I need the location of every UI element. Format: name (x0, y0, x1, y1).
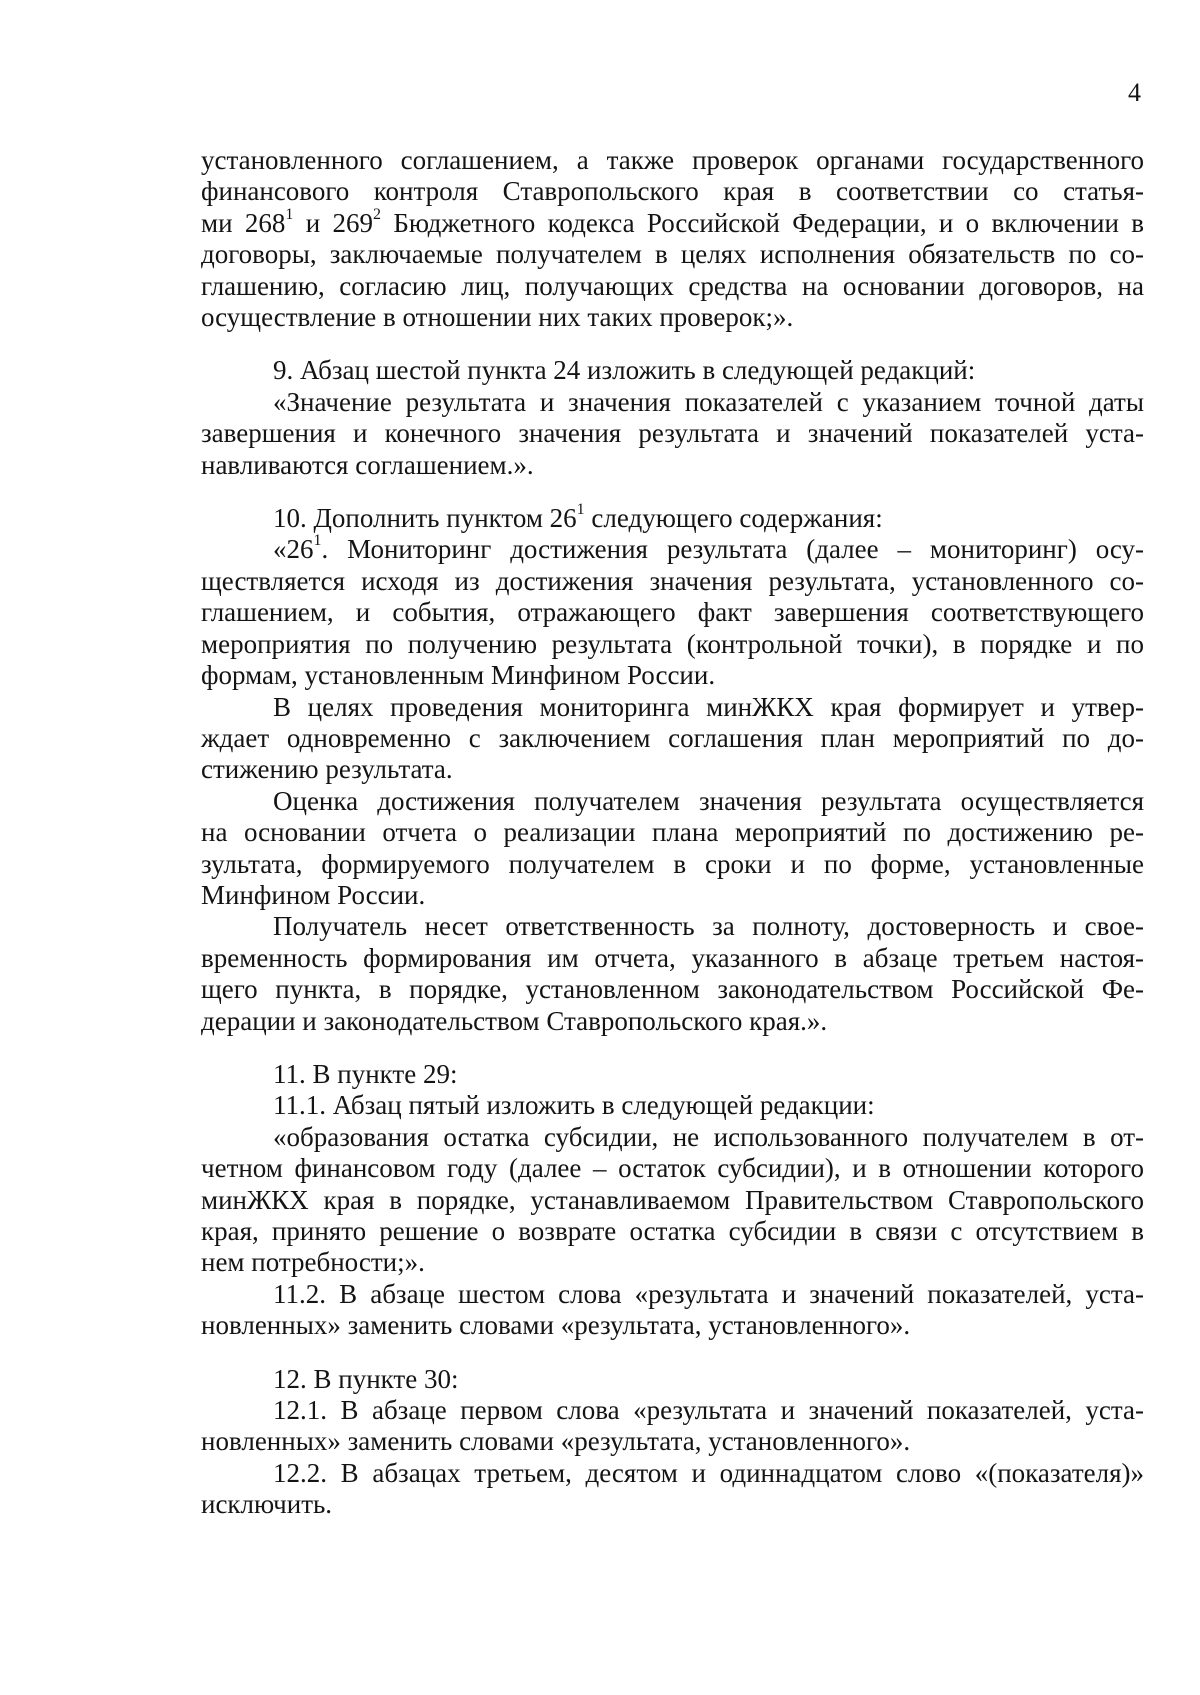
text-line: глашением, и события, отражающего факт завершения соответствующего (201, 597, 1144, 628)
text-line: щего пункта, в порядке, установленном законодательством Российской Фе- (201, 974, 1144, 1005)
document-body (201, 145, 1144, 1521)
item-12-2 (201, 1458, 1144, 1521)
item-10-para-responsibility (201, 911, 1144, 1037)
text-line: осуществление в отношении них таких проверок;». (201, 302, 794, 333)
text-line: стижению результата. (201, 754, 453, 785)
text-line: договоры, заключаемые получателем в целях исполнения обязательств по со- (201, 239, 1144, 270)
item-10-para-monitoring (201, 534, 1144, 691)
item-11-heading: 11. В пункте 29: (273, 1058, 458, 1089)
item-9-heading: 9. Абзац шестой пункта 24 изложить в следующей редакций: (273, 355, 976, 386)
text-line: на основании отчета о реализации плана мероприятий по достижению ре- (201, 817, 1144, 848)
item-9-quote (201, 387, 1144, 481)
text-line: «Значение результата и значения показателей с указанием точной даты (273, 386, 1144, 417)
text-line: дерации и законодательством Ставропольского края.». (201, 1005, 828, 1036)
text-line: новленных» заменить словами «результата, установленного». (201, 1310, 911, 1341)
text-line: ждает одновременно с заключением соглашения план мероприятий по до- (201, 722, 1144, 753)
text-line: мероприятия по получению результата (контрольной точки), в порядке и по (201, 628, 1144, 659)
item-10-heading: 10. Дополнить пунктом $26^1$ следующего содержания: (273, 501, 883, 534)
text-line: установленного соглашением, а также проверок органами государственного (201, 145, 1144, 175)
text-line: завершения и конечного значения результата и значений показателей уста- (201, 418, 1144, 449)
text-line: формам, установленным Минфином России. (201, 660, 716, 691)
item-11-2 (201, 1279, 1144, 1342)
text-line: края, принято решение о возврате остатка субсидии в связи с отсутствием в (201, 1216, 1144, 1246)
text-line: временность формирования им отчета, указанного в абзаце третьем настоя- (201, 942, 1144, 973)
text-line: 12.2. В абзацах третьем, десятом и одиннадцатом слово «(показателя)» (273, 1457, 1144, 1488)
item-11-1-heading: 11.1. Абзац пятый изложить в следующей редакции: (273, 1090, 875, 1121)
text-line: ществляется исходя из достижения значения результата, установленного со- (201, 565, 1144, 596)
text-line: Минфином России. (201, 879, 426, 910)
text-line: ми $268^1$ и $269^2$ Бюджетного кодекса Российской Федерации, и о включении в (201, 205, 1144, 238)
text-line: навливаются соглашением.». (201, 449, 534, 480)
text-line: исключить. (201, 1489, 333, 1520)
text-line: четном финансовом году (далее – остаток субсидии), и в отношении которого (201, 1153, 1144, 1184)
item-10-para-assessment (201, 786, 1144, 912)
text-line: В целях проведения мониторинга минЖКХ края формирует и утвер- (273, 691, 1144, 722)
item-12-1 (201, 1395, 1144, 1458)
text-line: нем потребности;». (201, 1247, 425, 1278)
text-line: «образования остатка субсидии, не использованного получателем в от- (273, 1121, 1144, 1152)
text-line: зультата, формируемого получателем в сроки и по форме, установленные (201, 848, 1144, 879)
item-12-heading: 12. В пункте 30: (273, 1363, 459, 1394)
text-line: новленных» заменить словами «результата, установленного». (201, 1426, 911, 1457)
item-11-1-quote (201, 1122, 1144, 1279)
text-line: Получатель несет ответственность за полноту, достоверность и свое- (273, 911, 1144, 942)
paragraph-continuation (201, 145, 1144, 333)
text-line: 12.1. В абзаце первом слова «результата и значений показателей, уста- (273, 1395, 1144, 1426)
text-line: глашению, согласию лиц, получающих средства на основании договоров, на (201, 270, 1144, 301)
page-number: 4 (1128, 78, 1141, 107)
text-line: финансового контроля Ставропольского края в соответствии со статья- (201, 176, 1144, 207)
item-10-para-plan (201, 692, 1144, 786)
text-line: 11.2. В абзаце шестом слова «результата и значений показателей, уста- (273, 1278, 1144, 1309)
text-line: минЖКХ края в порядке, устанавливаемом Правительством Ставропольского (201, 1184, 1144, 1215)
text-line: Оценка достижения получателем значения результата осуществляется (273, 785, 1144, 816)
text-line: «$26^1$. Мониторинг достижения результата (далее – мониторинг) осу- (273, 532, 1144, 565)
